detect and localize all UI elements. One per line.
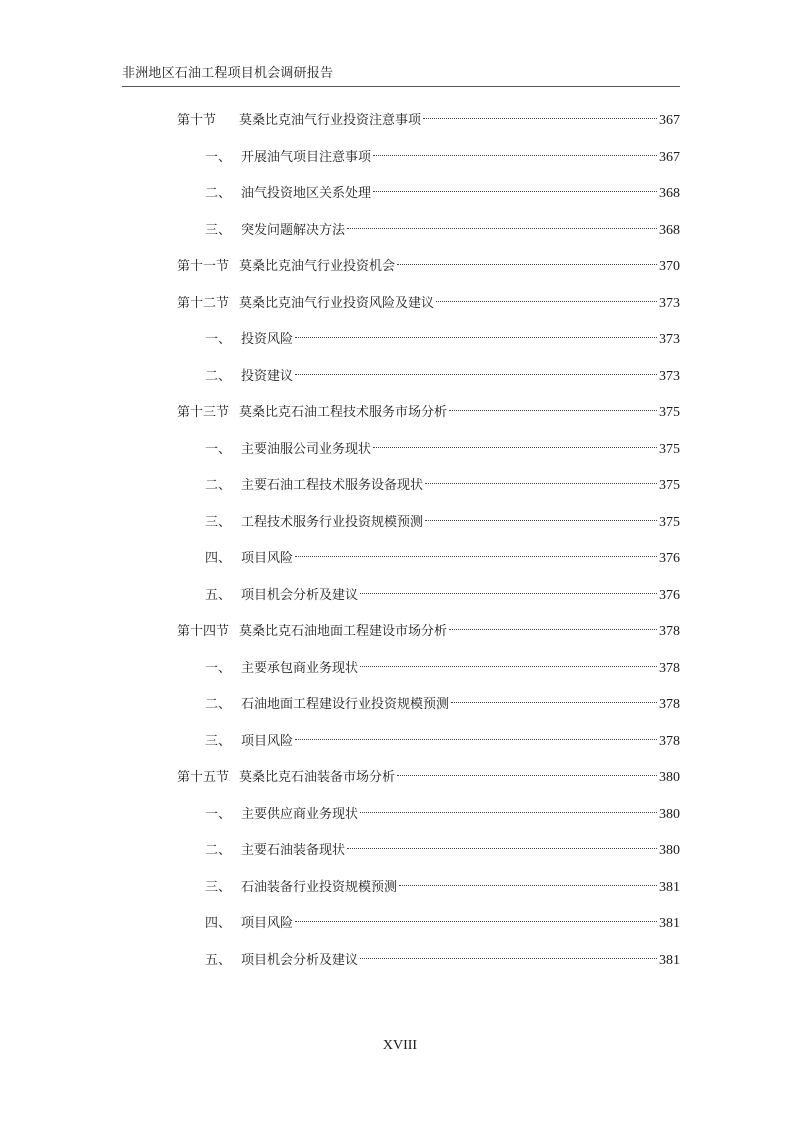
toc-subsection-entry[interactable] [205, 652, 680, 676]
dot-leader [360, 798, 657, 818]
dot-leader [451, 688, 657, 708]
toc-subsection-entry[interactable] [205, 433, 680, 457]
toc-entry-title: 项目风险 [241, 734, 294, 749]
toc-entry-page: 375 [659, 478, 680, 493]
dot-leader [436, 287, 657, 307]
toc-subsection-entry[interactable] [205, 141, 680, 165]
dot-leader [373, 433, 657, 453]
dot-leader [295, 542, 657, 562]
toc-entry-number: 五、 [205, 953, 232, 968]
toc-section-entry[interactable] [177, 761, 680, 785]
toc-subsection-entry[interactable] [205, 798, 680, 822]
toc-entry-number: 三、 [205, 880, 232, 895]
toc-entry-page: 367 [659, 113, 680, 128]
toc-entry-page: 375 [659, 405, 680, 420]
toc-entry-title: 项目机会分析及建议 [241, 953, 359, 968]
dot-leader [295, 907, 657, 927]
toc-entry-page: 376 [659, 551, 680, 566]
toc-entry-number: 二、 [205, 369, 232, 384]
toc-section-entry[interactable] [177, 396, 680, 420]
toc-subsection-entry[interactable] [205, 469, 680, 493]
toc-entry-page: 368 [659, 186, 680, 201]
toc-entry-title: 项目机会分析及建议 [241, 588, 359, 603]
toc-entry-page: 375 [659, 442, 680, 457]
toc-entry-number: 二、 [205, 843, 232, 858]
toc-section-entry[interactable] [177, 250, 680, 274]
toc-entry-number: 第十四节 [177, 624, 230, 639]
toc-entry-page: 378 [659, 661, 680, 676]
toc-subsection-entry[interactable] [205, 579, 680, 603]
dot-leader [397, 761, 657, 781]
dot-leader [295, 725, 657, 745]
dot-leader [295, 360, 657, 380]
dot-leader [360, 579, 657, 599]
toc-entry-title: 莫桑比克石油工程技术服务市场分析 [239, 405, 448, 420]
toc-entry-page: 373 [659, 369, 680, 384]
toc-entry-number: 第十五节 [177, 770, 230, 785]
toc-subsection-entry[interactable] [205, 542, 680, 566]
toc-entry-title: 主要承包商业务现状 [241, 661, 359, 676]
dot-leader [425, 469, 657, 489]
dot-leader [360, 652, 657, 672]
toc-entry-title: 油气投资地区关系处理 [241, 186, 372, 201]
toc-entry-number: 一、 [205, 807, 232, 822]
toc-entry-number: 第十三节 [177, 405, 230, 420]
toc-entry-title: 莫桑比克油气行业投资注意事项 [239, 113, 422, 128]
toc-entry-title: 投资风险 [241, 332, 294, 347]
dot-leader [399, 871, 657, 891]
toc-entry-number: 一、 [205, 661, 232, 676]
toc-entry-number: 三、 [205, 734, 232, 749]
toc-entry-title: 突发问题解决方法 [241, 223, 346, 238]
toc-subsection-entry[interactable] [205, 871, 680, 895]
toc-subsection-entry[interactable] [205, 360, 680, 384]
toc-entry-number: 四、 [205, 916, 232, 931]
dot-leader [425, 506, 657, 526]
toc-entry-page: 380 [659, 807, 680, 822]
dot-leader [295, 323, 657, 343]
toc-entry-title: 石油地面工程建设行业投资规模预测 [241, 697, 450, 712]
toc-entry-title: 莫桑比克油气行业投资机会 [239, 259, 396, 274]
dot-leader [449, 615, 657, 635]
toc-entry-page: 381 [659, 953, 680, 968]
toc-entry-title: 主要油服公司业务现状 [241, 442, 372, 457]
running-header: 非洲地区石油工程项目机会调研报告 [122, 66, 334, 81]
toc-subsection-entry[interactable] [205, 944, 680, 968]
toc-entry-page: 378 [659, 697, 680, 712]
dot-leader [347, 834, 657, 854]
toc-entry-title: 莫桑比克石油装备市场分析 [239, 770, 396, 785]
toc-entry-page: 380 [659, 843, 680, 858]
toc-entry-page: 376 [659, 588, 680, 603]
toc-entry-page: 381 [659, 916, 680, 931]
toc-subsection-entry[interactable] [205, 214, 680, 238]
toc-entry-number: 第十一节 [177, 259, 230, 274]
toc-entry-title: 莫桑比克石油地面工程建设市场分析 [239, 624, 448, 639]
dot-leader [347, 214, 657, 234]
toc-entry-number: 五、 [205, 588, 232, 603]
toc-entry-number: 第十二节 [177, 296, 230, 311]
toc-entry-number: 二、 [205, 478, 232, 493]
toc-entry-number: 一、 [205, 332, 232, 347]
toc-entry-page: 381 [659, 880, 680, 895]
toc-subsection-entry[interactable] [205, 323, 680, 347]
toc-subsection-entry[interactable] [205, 725, 680, 749]
page-number: XVIII [382, 1038, 418, 1053]
toc-section-entry[interactable] [177, 287, 680, 311]
toc-entry-number: 二、 [205, 697, 232, 712]
toc-entry-page: 367 [659, 150, 680, 165]
toc-entry-number: 一、 [205, 442, 232, 457]
toc-entry-title: 石油装备行业投资规模预测 [241, 880, 398, 895]
dot-leader [360, 944, 657, 964]
dot-leader [373, 177, 657, 197]
toc-entry-page: 370 [659, 259, 680, 274]
toc-subsection-entry[interactable] [205, 688, 680, 712]
dot-leader [423, 104, 657, 124]
toc-entry-title: 主要石油装备现状 [241, 843, 346, 858]
toc-subsection-entry[interactable] [205, 834, 680, 858]
toc-entry-title: 投资建议 [241, 369, 294, 384]
dot-leader [449, 396, 657, 416]
toc-entry-page: 373 [659, 296, 680, 311]
toc-entry-title: 主要供应商业务现状 [241, 807, 359, 822]
toc-entry-title: 工程技术服务行业投资规模预测 [241, 515, 424, 530]
toc-entry-page: 375 [659, 515, 680, 530]
toc-entry-number: 第十节 [177, 113, 217, 128]
toc-entry-page: 380 [659, 770, 680, 785]
toc-entry-number: 四、 [205, 551, 232, 566]
toc-subsection-entry[interactable] [205, 506, 680, 530]
toc-entry-page: 378 [659, 624, 680, 639]
toc-entry-title: 项目风险 [241, 551, 294, 566]
toc-entry-page: 378 [659, 734, 680, 749]
toc-entry-page: 373 [659, 332, 680, 347]
toc-entry-number: 三、 [205, 515, 232, 530]
toc-entry-title: 项目风险 [241, 916, 294, 931]
toc-entry-title: 主要石油工程技术服务设备现状 [241, 478, 424, 493]
toc-section-entry[interactable] [177, 615, 680, 639]
toc-subsection-entry[interactable] [205, 907, 680, 931]
toc-entry-number: 三、 [205, 223, 232, 238]
toc-entry-number: 一、 [205, 150, 232, 165]
toc-entry-page: 368 [659, 223, 680, 238]
toc-entry-number: 二、 [205, 186, 232, 201]
dot-leader [397, 250, 657, 270]
toc-subsection-entry[interactable] [205, 177, 680, 201]
dot-leader [373, 141, 657, 161]
toc-entry-title: 莫桑比克油气行业投资风险及建议 [239, 296, 435, 311]
toc-section-entry[interactable] [177, 104, 680, 128]
toc-entry-title: 开展油气项目注意事项 [241, 150, 372, 165]
